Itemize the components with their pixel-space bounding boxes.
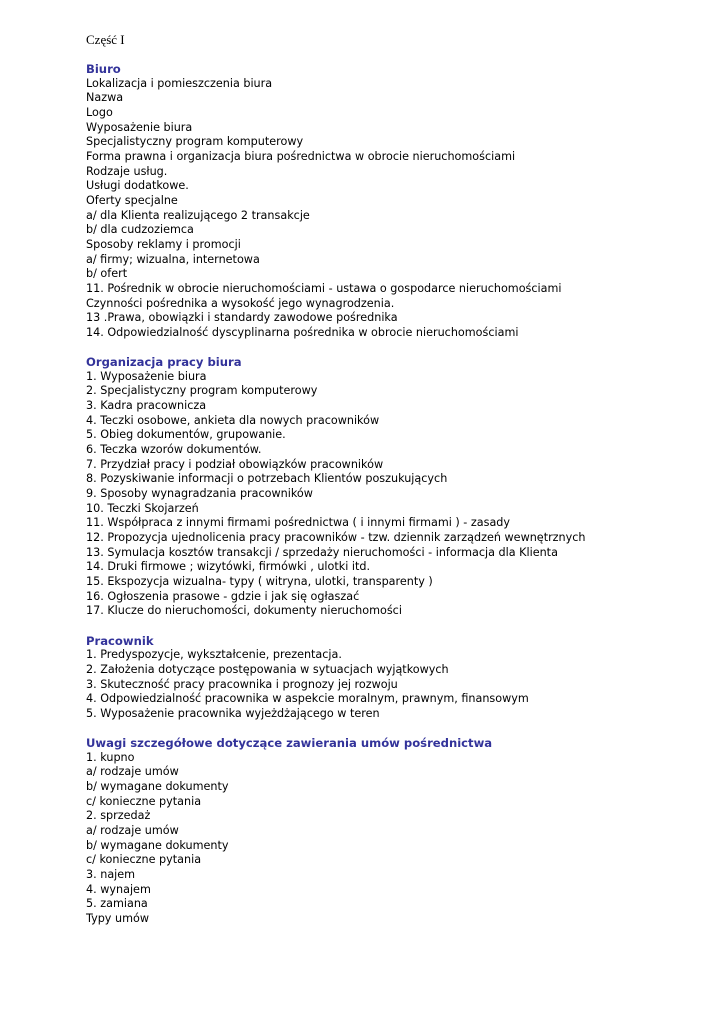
list-item: 2. Specjalistyczny program komputerowy bbox=[86, 384, 318, 398]
section-spacer bbox=[86, 619, 706, 634]
list-item: Rodzaje usług. bbox=[86, 164, 168, 178]
list-item: b/ dla cudzoziemca bbox=[86, 223, 194, 237]
list-item: 10. Teczki Skojarzeń bbox=[86, 501, 199, 515]
list-item: 17. Klucze do nieruchomości, dokumenty nieruchomości bbox=[86, 604, 402, 618]
list-item: Logo bbox=[86, 105, 113, 119]
list-item: Typy umów bbox=[86, 912, 149, 926]
list-item: Sposoby reklamy i promocji bbox=[86, 237, 241, 251]
list-item: c/ konieczne pytania bbox=[86, 853, 202, 867]
list-item: 16. Ogłoszenia prasowe - gdzie i jak się ogłaszać bbox=[86, 589, 360, 603]
list-item: 2. sprzedaż bbox=[86, 809, 151, 823]
list-item: 14. Druki firmowe ; wizytówki, firmówki , ulotki itd. bbox=[86, 560, 371, 574]
list-item: 5. Wyposażenie pracownika wyjeżdżającego w teren bbox=[86, 706, 380, 720]
list-item: a/ firmy; wizualna, internetowa bbox=[86, 252, 260, 266]
section-heading: Uwagi szczegółowe dotyczące zawierania umów pośrednictwa bbox=[86, 736, 493, 751]
list-item: Specjalistyczny program komputerowy bbox=[86, 135, 304, 149]
section-organizacja-pracy-biura bbox=[86, 355, 706, 619]
list-item: 1. kupno bbox=[86, 750, 135, 764]
section-heading: Organizacja pracy biura bbox=[86, 355, 242, 370]
list-item: 11. Współpraca z innymi firmami pośrednictwa ( i innymi firmami ) - zasady bbox=[86, 516, 511, 530]
list-item: 2. Założenia dotyczące postępowania w sytuacjach wyjątkowych bbox=[86, 662, 449, 676]
list-item: Usługi dodatkowe. bbox=[86, 179, 189, 193]
list-item: 3. najem bbox=[86, 868, 136, 882]
list-item: 14. Odpowiedzialność dyscyplinarna pośrednika w obrocie nieruchomościami bbox=[86, 325, 519, 339]
document-page bbox=[86, 32, 706, 927]
list-item: 15. Ekspozycja wizualna- typy ( witryna, ulotki, transparenty ) bbox=[86, 574, 433, 588]
list-item: 7. Przydział pracy i podział obowiązków pracowników bbox=[86, 457, 384, 471]
list-item: Wyposażenie biura bbox=[86, 120, 193, 134]
list-item: 1. Wyposażenie biura bbox=[86, 369, 207, 383]
list-item: Lokalizacja i pomieszczenia biura bbox=[86, 76, 273, 90]
list-item: 4. wynajem bbox=[86, 882, 151, 896]
list-item: 4. Odpowiedzialność pracownika w aspekcie moralnym, prawnym, finansowym bbox=[86, 692, 529, 706]
list-item: b/ ofert bbox=[86, 267, 128, 281]
list-item: 4. Teczki osobowe, ankieta dla nowych pracowników bbox=[86, 413, 380, 427]
section-pracownik bbox=[86, 634, 706, 722]
list-item: 12. Propozycja ujednolicenia pracy pracowników - tzw. dziennik zarządzeń wewnętrznych bbox=[86, 530, 586, 544]
list-item: a/ rodzaje umów bbox=[86, 824, 179, 838]
list-item: 9. Sposoby wynagradzania pracowników bbox=[86, 487, 313, 501]
list-item: 5. Obieg dokumentów, grupowanie. bbox=[86, 428, 286, 442]
list-item: Oferty specjalne bbox=[86, 193, 178, 207]
list-item: 6. Teczka wzorów dokumentów. bbox=[86, 443, 262, 457]
list-item: b/ wymagane dokumenty bbox=[86, 838, 229, 852]
section-spacer bbox=[86, 340, 706, 355]
section-uwagi-szczegolowe bbox=[86, 736, 706, 927]
list-item: Czynności pośrednika a wysokość jego wynagrodzenia. bbox=[86, 296, 395, 310]
section-spacer bbox=[86, 722, 706, 737]
list-item: 11. Pośrednik w obrocie nieruchomościami - ustawa o gospodarce nieruchomościami bbox=[86, 281, 562, 295]
list-item: a/ rodzaje umów bbox=[86, 765, 179, 779]
list-item: c/ konieczne pytania bbox=[86, 794, 202, 808]
list-item: 5. zamiana bbox=[86, 897, 148, 911]
list-item: Nazwa bbox=[86, 91, 124, 105]
list-item: 13. Symulacja kosztów transakcji / sprzedaży nieruchomości - informacja dla Klienta bbox=[86, 545, 558, 559]
list-item: b/ wymagane dokumenty bbox=[86, 780, 229, 794]
part-title: Część I bbox=[86, 32, 125, 47]
section-biuro bbox=[86, 62, 706, 340]
list-item: Forma prawna i organizacja biura pośrednictwa w obrocie nieruchomościami bbox=[86, 149, 516, 163]
list-item: 8. Pozyskiwanie informacji o potrzebach Klientów poszukujących bbox=[86, 472, 448, 486]
document-body bbox=[86, 62, 706, 927]
list-item: a/ dla Klienta realizującego 2 transakcje bbox=[86, 208, 310, 222]
section-heading: Biuro bbox=[86, 62, 121, 76]
list-item: 3. Kadra pracownicza bbox=[86, 399, 207, 413]
list-item: 13 .Prawa, obowiązki i standardy zawodowe pośrednika bbox=[86, 311, 398, 325]
section-heading: Pracownik bbox=[86, 633, 154, 648]
list-item: 1. Predyspozycje, wykształcenie, prezentacja. bbox=[86, 648, 342, 662]
list-item: 3. Skuteczność pracy pracownika i prognozy jej rozwoju bbox=[86, 677, 398, 691]
